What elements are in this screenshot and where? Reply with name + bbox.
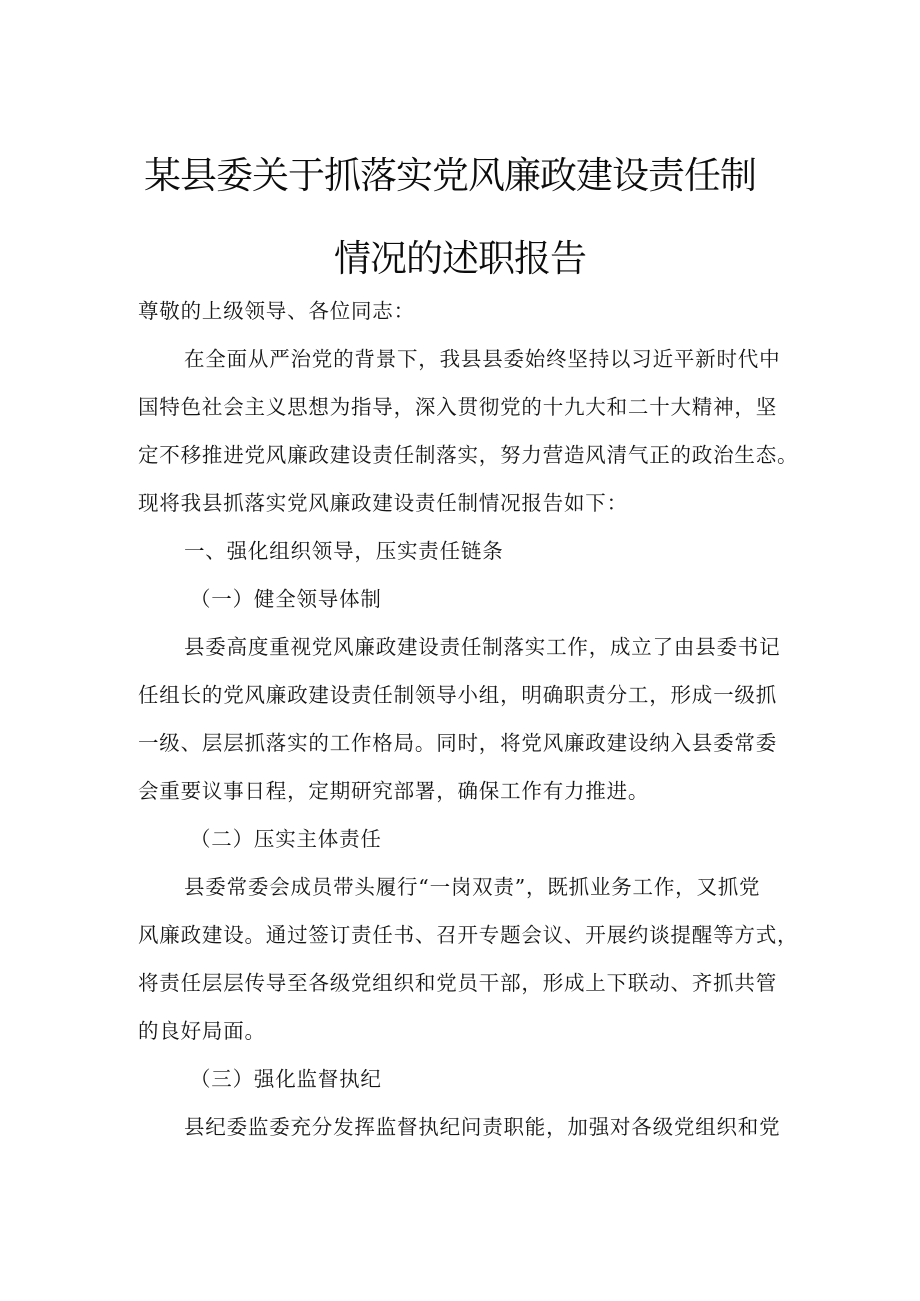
salutation: 尊敬的上级领导、各位同志： xyxy=(138,299,415,323)
paragraph-line: 任组长的党风廉政建设责任制领导小组，明确职责分工，形成一级抓 xyxy=(138,683,777,707)
section-heading: 一、强化组织领导，压实责任链条 xyxy=(184,539,504,563)
paragraph-line: 在全面从严治党的背景下，我县县委始终坚持以习近平新时代中 xyxy=(184,347,781,371)
paragraph-line: 县委高度重视党风廉政建设责任制落实工作，成立了由县委书记 xyxy=(184,635,781,659)
paragraph-line: 风廉政建设。通过签订责任书、召开专题会议、开展约谈提醒等方式， xyxy=(138,923,799,947)
paragraph-line: 县委常委会成员带头履行“一岗双责”，既抓业务工作，又抓党 xyxy=(184,875,761,899)
paragraph-line: 将责任层层传导至各级党组织和党员干部，形成上下联动、齐抓共管 xyxy=(138,971,777,995)
paragraph-line: 现将我县抓落实党风廉政建设责任制情况报告如下： xyxy=(138,491,628,515)
subsection-heading: （二）压实主体责任 xyxy=(190,827,382,851)
document-title-line-2: 情况的述职报告 xyxy=(334,237,586,280)
document-title-line-1: 某县委关于抓落实党风廉政建设责任制 xyxy=(144,154,756,197)
paragraph-line: 定不移推进党风廉政建设责任制落实，努力营造风清气正的政治生态。 xyxy=(138,443,799,467)
paragraph-line: 会重要议事日程，定期研究部署，确保工作有力推进。 xyxy=(138,779,650,803)
subsection-heading: （三）强化监督执纪 xyxy=(190,1067,382,1091)
paragraph-line: 国特色社会主义思想为指导，深入贯彻党的十九大和二十大精神，坚 xyxy=(138,395,777,419)
paragraph-line: 一级、层层抓落实的工作格局。同时，将党风廉政建设纳入县委常委 xyxy=(138,731,777,755)
paragraph-line: 的良好局面。 xyxy=(138,1019,266,1043)
paragraph-line: 县纪委监委充分发挥监督执纪问责职能，加强对各级党组织和党 xyxy=(184,1115,781,1139)
subsection-heading: （一）健全领导体制 xyxy=(190,587,382,611)
